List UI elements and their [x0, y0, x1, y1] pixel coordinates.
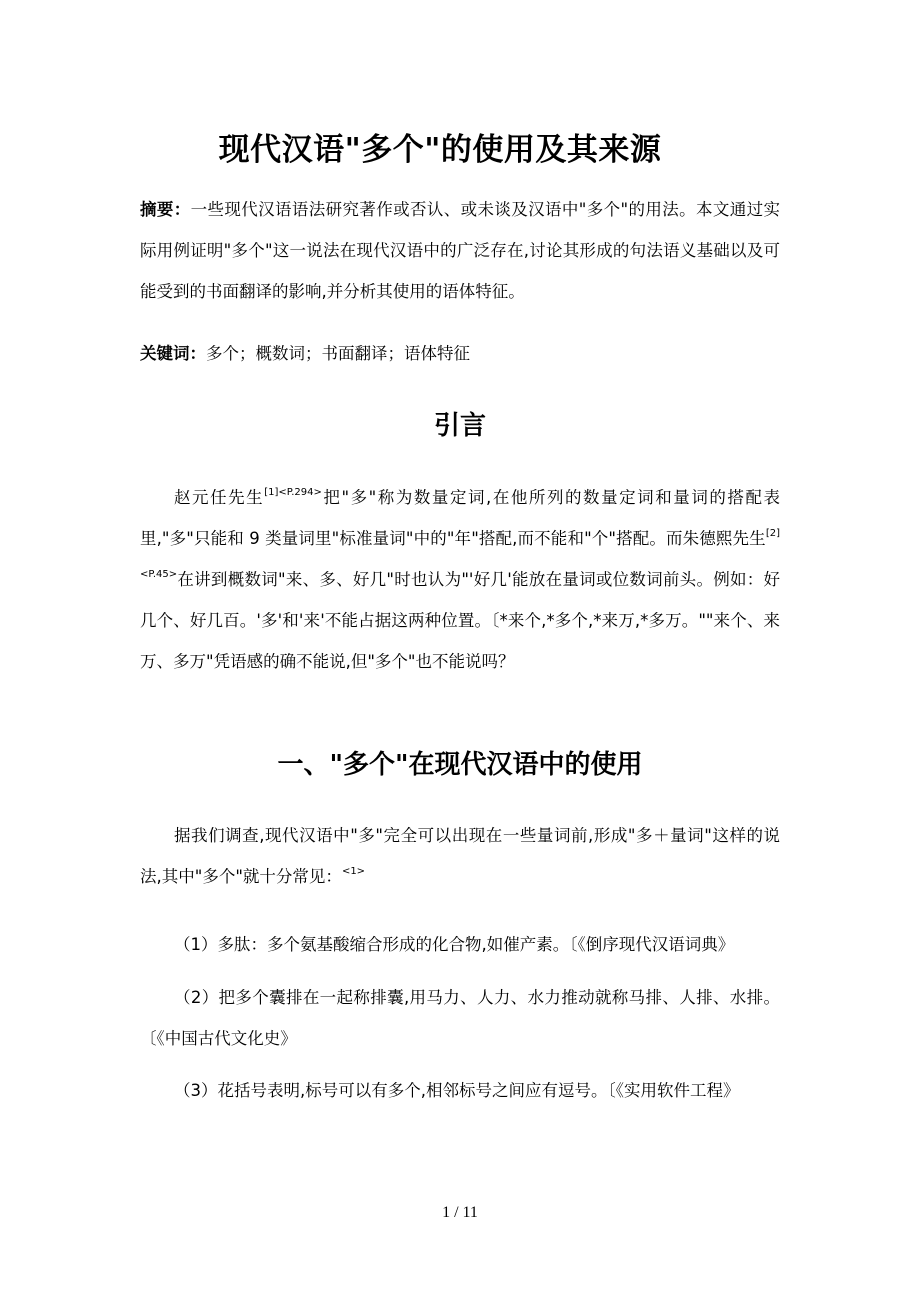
- abstract: [140, 189, 780, 312]
- keywords-label: 关键词：: [140, 344, 206, 363]
- section1-heading: 一、"多个"在现代汉语中的使用: [277, 750, 643, 780]
- abstract-text: 一些现代汉语语法研究著作或否认、或未谈及汉语中"多个"的用法。本文通过实际用例证明"多个"这一说法在现代汉语中的广泛存在,讨论其形成的句法语义基础以及可能受到的书面翻译的影响,并分析其使用的语体特征。: [140, 200, 781, 301]
- example-3: （3）花括号表明,标号可以有多个,相邻标号之间应有逗号。〔《实用软件工程》: [174, 1081, 740, 1100]
- citation-2: [2]<P.45>: [140, 527, 780, 580]
- page-number: 1 / 11: [442, 1204, 478, 1221]
- intro-text-c: 在讲到概数词"来、多、好几"时也认为"'好几'能放在量词或位数词前头。例如：好几个、好几百。'多'和'来'不能占据这两种位置。〔*来个,*多个,*来万,*多万。""来个、来万、多万"凭语感的确不能说,但"多个"也不能说吗？: [140, 570, 780, 671]
- intro-paragraph: [140, 477, 780, 682]
- abstract-label: 摘要：: [140, 200, 191, 219]
- citation-1: [1]<P.294>: [264, 486, 322, 498]
- document-title: 现代汉语"多个"的使用及其来源: [218, 132, 662, 168]
- example-2: （2）把多个囊排在一起称排囊,用马力、人力、水力推动就称马排、人排、水排。〔《中国古代文化史》: [140, 988, 780, 1048]
- intro-text-a: 赵元任先生: [174, 488, 265, 507]
- keywords-text: 多个；概数词；书面翻译；语体特征: [206, 344, 470, 363]
- example-1: （1）多肽：多个氨基酸缩合形成的化合物,如催产素。〔《倒序现代汉语词典》: [174, 935, 735, 954]
- keywords: [140, 333, 780, 374]
- footnote-marker: <1>: [341, 865, 366, 877]
- section1-text: 据我们调查,现代汉语中"多"完全可以出现在一些量词前,形成"多＋量词"这样的说法,其中"多个"就十分常见：: [140, 826, 780, 886]
- section1-paragraph: [140, 815, 780, 897]
- intro-heading: 引言: [433, 411, 486, 441]
- intro-text-b: 把"多"称为数量定词,在他所列的数量定词和量词的搭配表里,"多"只能和 9 类量词里"标准量词"中的"年"搭配,而不能和"个"搭配。而朱德熙先生: [140, 488, 780, 548]
